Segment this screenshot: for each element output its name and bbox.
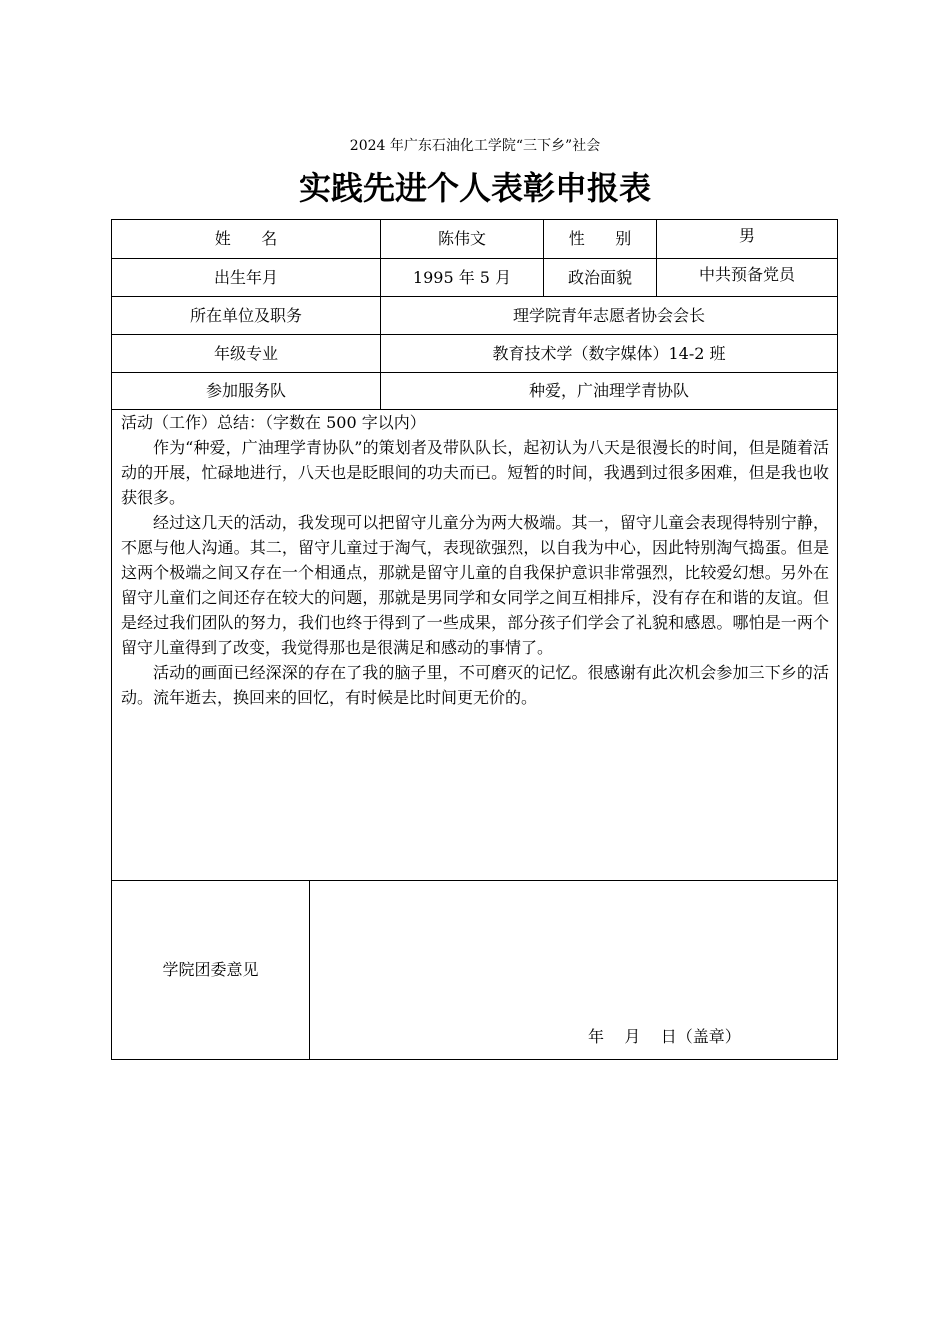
political-value: 中共预备党员 xyxy=(698,265,795,284)
political-label: 政治面貌 xyxy=(567,267,632,287)
application-form-table xyxy=(111,219,838,1060)
unit-value: 理学院青年志愿者协会会长 xyxy=(512,305,705,325)
form-subtitle: 2024 年广东石油化工学院“三下乡”社会 xyxy=(349,138,601,154)
major-label: 年级专业 xyxy=(213,343,278,363)
major-value: 教育技术学（数字媒体）14-2 班 xyxy=(492,343,726,363)
date-stamp: 年 月 日（盖章） xyxy=(588,1027,741,1046)
name-value: 陈伟文 xyxy=(437,229,486,248)
unit-label: 所在单位及职务 xyxy=(189,305,302,325)
birth-label: 出生年月 xyxy=(213,267,278,287)
summary-paragraph: 活动的画面已经深深的存在了我的脑子里，不可磨灭的记忆。很感谢有此次机会参加三下乡的活动。流年逝去，换回来的回忆，有时候是比时间更无价的。 xyxy=(121,663,829,707)
summary-heading: 活动（工作）总结：（字数在 500 字以内） xyxy=(121,413,426,432)
gender-label: 性 别 xyxy=(568,229,632,248)
birth-value: 1995 年 5 月 xyxy=(412,267,512,287)
summary-paragraph: 经过这几天的活动，我发现可以把留守儿童分为两大极端。其一，留守儿童会表现得特别宁静，不愿与他人沟通。其二，留守儿童过于淘气，表现欲强烈，以自我为中心，因此特别淘气捣蛋。但是这两个极端之间又存在一个相通点，那就是留守儿童的自我保护意识非常强烈，比较爱幻想。另外在留守儿童们之间还存在较大的问题，那就是男同学和女同学之间互相排斥，没有存在和谐的友谊。但是经过我们团队的努力，我们也终于得到了一些成果，部分孩子们学会了礼貌和感恩。哪怕是一两个留守儿童得到了改变，我觉得那也是很满足和感动的事情了。 xyxy=(121,513,829,657)
summary-paragraph: 作为“种爱，广油理学青协队”的策划者及带队队长，起初认为八天是很漫长的时间，但是随着活动的开展，忙碌地进行，八天也是眨眼间的功夫而已。短暂的时间，我遇到过很多困难，但是我也收获很多。 xyxy=(121,438,829,507)
column-divider xyxy=(309,880,310,1059)
activity-summary xyxy=(121,410,829,710)
gender-value: 男 xyxy=(738,226,755,245)
form-title: 实践先进个人表彰申报表 xyxy=(298,169,651,207)
team-label: 参加服务队 xyxy=(205,381,286,400)
team-value: 种爱，广油理学青协队 xyxy=(528,381,689,400)
name-label: 姓 名 xyxy=(214,229,278,248)
opinion-label: 学院团委意见 xyxy=(162,960,259,979)
